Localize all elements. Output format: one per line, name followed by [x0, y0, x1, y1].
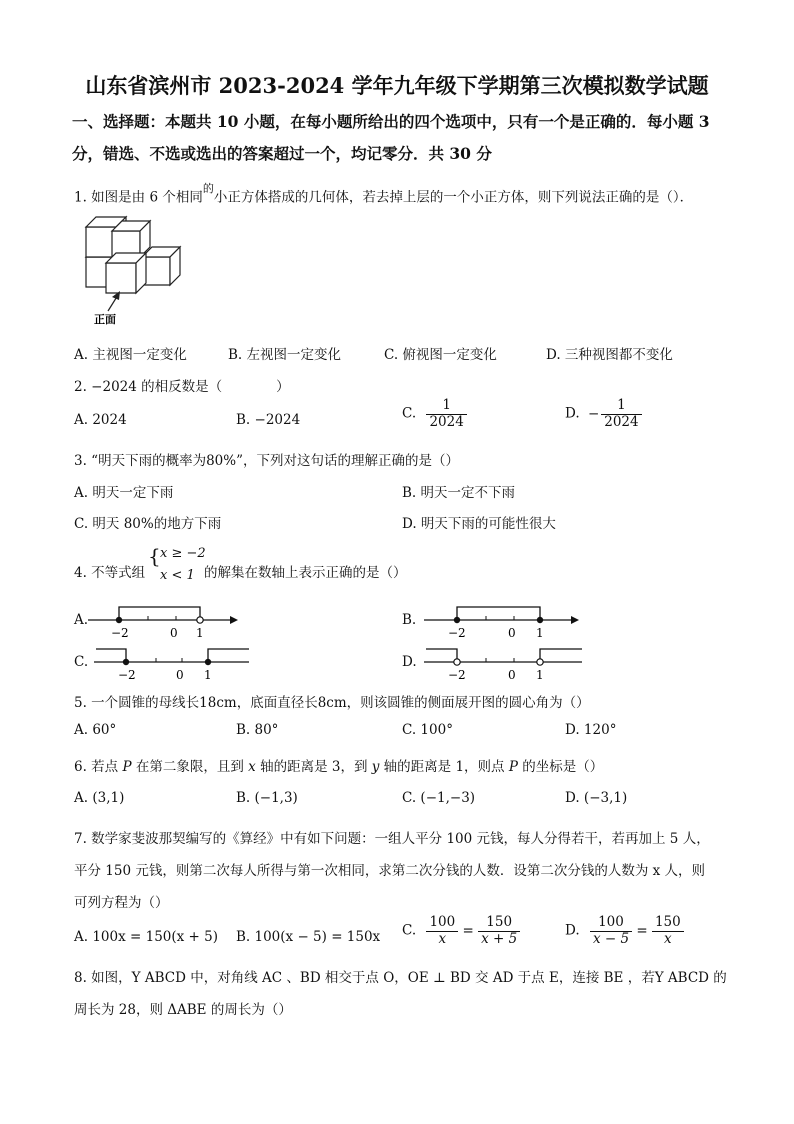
q6-option-b: B. (−1,3) — [236, 790, 298, 806]
q1-option-b: B. 左视图一定变化 — [228, 347, 342, 363]
q7-option-d-label: D. — [565, 922, 580, 939]
q1-stem-sup: 的 — [202, 182, 214, 195]
section-heading-line1: 一、选择题：本题共 10 小题，在每小题所给出的四个选项中，只有一个是正确的．每小题 3 — [72, 112, 710, 131]
q5-option-a: A. 60° — [74, 722, 117, 738]
q7-line3: 可列方程为（） — [74, 895, 169, 911]
q6-option-d: D. (−3,1) — [565, 790, 628, 806]
q4-system-line1: x ≥ −2 — [160, 546, 206, 561]
q6-stem-a: 6. 若点 — [74, 759, 123, 775]
page-title: 山东省滨州市 2023-2024 学年九年级下学期第三次模拟数学试题 — [85, 73, 709, 98]
q7-option-a: A. 100x = 150(x + 5) — [74, 929, 219, 945]
q6-x-axis: x — [248, 759, 256, 775]
tick-0: 0 — [508, 626, 516, 640]
q1-option-a: A. 主视图一定变化 — [74, 347, 187, 363]
q1-option-d: D. 三种视图都不变化 — [546, 347, 673, 363]
q2-option-d — [565, 398, 642, 430]
q4-numberline-a — [88, 600, 240, 642]
q2-stem: 2. −2024 的相反数是（ ） — [74, 379, 290, 395]
q3-stem: 3. “明天下雨的概率为80%”，下列对这句话的理解正确的是（） — [74, 453, 459, 469]
q2-option-c-numerator: 1 — [426, 398, 466, 415]
q7-line2: 平分 150 元钱，则第二次每人所得与第一次相同，求第二次分钱的人数．设第二次分钱的人数为 x 人，则 — [74, 863, 706, 879]
q3-option-d: D. 明天下雨的可能性很大 — [402, 516, 556, 532]
q6-option-c: C. (−1,−3) — [402, 790, 476, 806]
q4-numberline-b — [424, 600, 582, 642]
q7-option-d-equals: = — [636, 923, 648, 940]
q6-stem-e: 的坐标是（） — [517, 759, 604, 775]
q2-option-b: B. −2024 — [236, 412, 301, 428]
q5-option-d: D. 120° — [565, 722, 617, 738]
q5-option-b: B. 80° — [236, 722, 279, 738]
q7-option-d-num2: 150 — [652, 915, 684, 932]
q7-option-c-den2: x + 5 — [481, 930, 518, 947]
tick-1: 1 — [196, 626, 204, 640]
q2-option-c-denominator: 2024 — [429, 413, 464, 430]
q1-stem — [74, 184, 693, 206]
tick-neg2: −2 — [448, 668, 466, 682]
q4-numberline-d — [424, 642, 584, 684]
q7-option-d-den1: x − 5 — [592, 930, 630, 947]
q2-option-d-numerator: 1 — [601, 398, 641, 415]
tick-1: 1 — [536, 626, 544, 640]
q7-option-c-num2: 150 — [478, 915, 520, 932]
tick-1: 1 — [204, 668, 212, 682]
q6-stem-b: 在第二象限，且到 — [131, 759, 249, 775]
q7-option-c-equals: = — [462, 923, 474, 940]
q4-option-a-label: A. — [74, 612, 89, 628]
tick-neg2: −2 — [118, 668, 136, 682]
q4-numberline-c — [94, 642, 252, 684]
q3-option-b: B. 明天一定不下雨 — [402, 485, 516, 501]
q6-point-p: P — [122, 759, 132, 775]
q7-option-c — [402, 915, 520, 947]
q6-option-a: A. (3,1) — [74, 790, 125, 806]
q4-stem-b: 的解集在数轴上表示正确的是（） — [204, 565, 407, 581]
tick-0: 0 — [508, 668, 516, 682]
q4-stem-a: 4. 不等式组 — [74, 565, 146, 581]
q4-option-b-label: B. — [402, 612, 417, 628]
q1-stem-part-a: 1. 如图是由 6 个相同 — [74, 189, 203, 206]
q6-stem-c: 轴的距离是 3，到 — [255, 759, 372, 775]
tick-1: 1 — [536, 668, 544, 682]
tick-0: 0 — [170, 626, 178, 640]
q2-option-c-label: C. — [402, 405, 417, 422]
q7-option-d-den2: x — [664, 930, 672, 947]
q4-brace: { — [148, 544, 161, 568]
tick-neg2: −2 — [448, 626, 466, 640]
q8-line2: 周长为 28，则 ΔABE 的周长为（） — [74, 1002, 292, 1018]
q2-option-c — [402, 398, 467, 430]
q7-option-c-label: C. — [402, 922, 417, 939]
q7-option-c-den1: x — [438, 930, 447, 947]
q2-option-a: A. 2024 — [74, 412, 127, 428]
q3-option-a: A. 明天一定下雨 — [74, 485, 174, 501]
q7-option-d — [565, 915, 684, 947]
q7-option-c-num1: 100 — [426, 915, 458, 932]
q1-stem-part-b: 小正方体搭成的几何体，若去掉上层的一个小正方体，则下列说法正确的是（）． — [213, 189, 694, 206]
q2-option-d-sign: − — [587, 405, 600, 422]
tick-neg2: −2 — [111, 626, 129, 640]
q7-option-b: B. 100(x − 5) = 150x — [236, 929, 381, 945]
tick-0: 0 — [176, 668, 184, 682]
q1-figure-label: 正面 — [94, 313, 116, 326]
q4-system-line2: x < 1 — [160, 568, 195, 583]
q4-option-c-label: C. — [74, 654, 89, 670]
q6-stem-d: 轴的距离是 1，则点 — [379, 759, 509, 775]
q6-point-p-2: P — [508, 759, 518, 775]
q2-option-d-denominator: 2024 — [604, 413, 639, 430]
q5-option-c: C. 100° — [402, 722, 453, 738]
q8-line1: 8. 如图，Y ABCD 中，对角线 AC 、BD 相交于点 O，OE ⊥ BD 交 AD 于点 E，连接 BE ，若Y ABCD 的 — [74, 970, 727, 986]
q6-stem — [74, 755, 603, 775]
q3-option-c: C. 明天 80%的地方下雨 — [74, 516, 222, 532]
q4-option-d-label: D. — [402, 654, 417, 670]
q7-option-d-num1: 100 — [590, 915, 632, 932]
q5-stem: 5. 一个圆锥的母线长18cm，底面直径长8cm，则该圆锥的侧面展开图的圆心角为（） — [74, 695, 590, 711]
q1-option-c: C. 俯视图一定变化 — [384, 347, 497, 363]
section-heading-line2: 分，错选、不选或选出的答案超过一个，均记零分．共 30 分 — [72, 144, 492, 163]
q6-y-axis: y — [371, 759, 380, 775]
q1-cube-figure — [78, 215, 188, 330]
q2-option-d-label: D. — [565, 405, 580, 422]
q7-line1: 7. 数学家斐波那契编写的《算经》中有如下问题：一组人平分 100 元钱，每人分得若干，若再加上 5 人， — [74, 831, 710, 847]
